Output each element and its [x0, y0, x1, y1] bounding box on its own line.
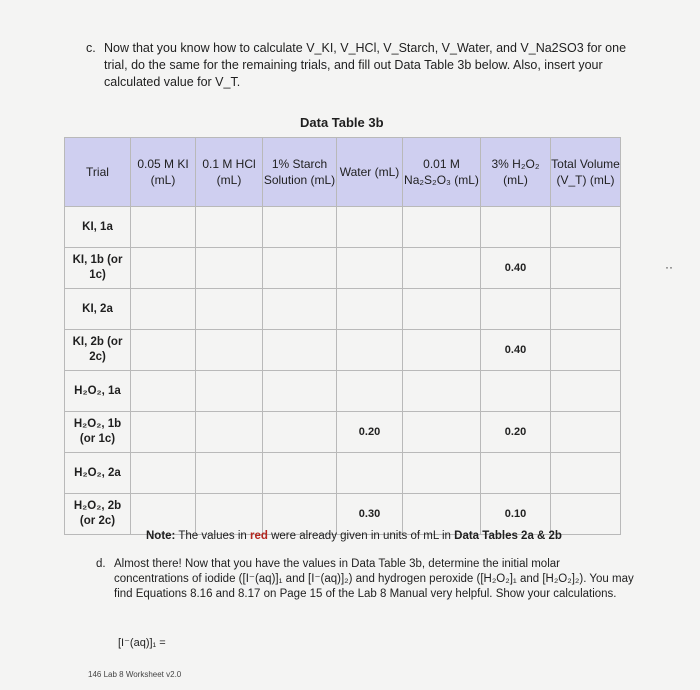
- na2s2o3-cell[interactable]: [403, 330, 481, 371]
- table-title: Data Table 3b: [300, 115, 384, 130]
- instruction-d-text: Almost there! Now that you have the values in Data Table 3b, determine the initial molar concentrations of iodide ([I⁻(aq)]₁ and [I⁻(aq)]₂) and hydrogen peroxide ([H₂O₂]₁ and [H₂O₂]₂). You may find Equations 8.16 and 8.17 on Page 15 of the Lab 8 Manual very helpful. Show your calculations.: [114, 558, 634, 600]
- ki-cell[interactable]: [131, 248, 196, 289]
- water-cell[interactable]: [337, 330, 403, 371]
- table-row: [65, 412, 621, 453]
- iodide-equation: [I⁻(aq)]₁ =: [118, 637, 166, 649]
- ki-cell[interactable]: [131, 412, 196, 453]
- h2o2-cell[interactable]: 0.10: [481, 494, 551, 535]
- table-row: [65, 494, 621, 535]
- total-volume-cell[interactable]: [551, 412, 621, 453]
- na2s2o3-cell[interactable]: [403, 412, 481, 453]
- table-note: [146, 530, 562, 542]
- hcl-cell[interactable]: [196, 248, 263, 289]
- hcl-cell[interactable]: [196, 371, 263, 412]
- note-tables: Data Tables 2a & 2b: [454, 530, 562, 542]
- page-footer: 146 Lab 8 Worksheet v2.0: [88, 670, 182, 679]
- trial-cell: KI, 1b (or 1c): [65, 248, 131, 289]
- starch-cell[interactable]: [263, 412, 337, 453]
- total-volume-cell[interactable]: [551, 494, 621, 535]
- total-volume-cell[interactable]: [551, 248, 621, 289]
- note-text-2: were already given in units of mL in: [271, 530, 451, 542]
- hcl-cell[interactable]: [196, 289, 263, 330]
- note-red-word: red: [250, 530, 268, 542]
- h2o2-cell[interactable]: [481, 289, 551, 330]
- water-cell[interactable]: [337, 453, 403, 494]
- ki-cell[interactable]: [131, 289, 196, 330]
- total-volume-cell[interactable]: [551, 289, 621, 330]
- na2s2o3-cell[interactable]: [403, 289, 481, 330]
- instruction-c-label: c.: [86, 41, 96, 55]
- ki-cell[interactable]: [131, 371, 196, 412]
- header-hcl: 0.1 M HCl (mL): [196, 138, 263, 207]
- instruction-d: [96, 557, 636, 602]
- total-volume-cell[interactable]: [551, 207, 621, 248]
- starch-cell[interactable]: [263, 248, 337, 289]
- water-cell[interactable]: [337, 371, 403, 412]
- starch-cell[interactable]: [263, 494, 337, 535]
- note-prefix: Note:: [146, 530, 176, 542]
- starch-cell[interactable]: [263, 207, 337, 248]
- table-row: [65, 453, 621, 494]
- note-text-1: The values in: [178, 530, 247, 542]
- h2o2-cell[interactable]: 0.40: [481, 248, 551, 289]
- starch-cell[interactable]: [263, 371, 337, 412]
- total-volume-cell[interactable]: [551, 453, 621, 494]
- table-row: [65, 248, 621, 289]
- hcl-cell[interactable]: [196, 412, 263, 453]
- header-starch: 1% Starch Solution (mL): [263, 138, 337, 207]
- starch-cell[interactable]: [263, 289, 337, 330]
- table-row: [65, 207, 621, 248]
- table-row: [65, 289, 621, 330]
- header-total-volume: Total Volume (V_T) (mL): [551, 138, 621, 207]
- trial-cell: KI, 1a: [65, 207, 131, 248]
- na2s2o3-cell[interactable]: [403, 248, 481, 289]
- header-ki: 0.05 M KI (mL): [131, 138, 196, 207]
- trial-cell: H₂O₂, 2b (or 2c): [65, 494, 131, 535]
- ki-cell[interactable]: [131, 207, 196, 248]
- hcl-cell[interactable]: [196, 494, 263, 535]
- hcl-cell[interactable]: [196, 330, 263, 371]
- starch-cell[interactable]: [263, 453, 337, 494]
- h2o2-cell[interactable]: [481, 371, 551, 412]
- instruction-c-text: Now that you know how to calculate V_KI, V_HCl, V_Starch, V_Water, and V_Na2SO3 for one trial, do the same for the remaining trials, and fill out Data Table 3b below. Also, insert your calculated value for V_T.: [104, 41, 627, 89]
- ki-cell[interactable]: [131, 330, 196, 371]
- trial-cell: H₂O₂, 2a: [65, 453, 131, 494]
- data-table-3b: [64, 137, 621, 535]
- water-cell[interactable]: [337, 289, 403, 330]
- instruction-d-label: d.: [96, 558, 106, 570]
- starch-cell[interactable]: [263, 330, 337, 371]
- header-trial: Trial: [65, 138, 131, 207]
- h2o2-cell[interactable]: 0.20: [481, 412, 551, 453]
- na2s2o3-cell[interactable]: [403, 453, 481, 494]
- na2s2o3-cell[interactable]: [403, 207, 481, 248]
- table-row: [65, 371, 621, 412]
- trial-cell: KI, 2b (or 2c): [65, 330, 131, 371]
- na2s2o3-cell[interactable]: [403, 371, 481, 412]
- h2o2-cell[interactable]: [481, 207, 551, 248]
- header-h2o2: 3% H₂O₂ (mL): [481, 138, 551, 207]
- ki-cell[interactable]: [131, 494, 196, 535]
- header-na2s2o3: 0.01 M Na₂S₂O₃ (mL): [403, 138, 481, 207]
- trial-cell: H₂O₂, 1b (or 1c): [65, 412, 131, 453]
- na2s2o3-cell[interactable]: [403, 494, 481, 535]
- water-cell[interactable]: [337, 207, 403, 248]
- total-volume-cell[interactable]: [551, 371, 621, 412]
- water-cell[interactable]: 0.20: [337, 412, 403, 453]
- water-cell[interactable]: 0.30: [337, 494, 403, 535]
- h2o2-cell[interactable]: [481, 453, 551, 494]
- ki-cell[interactable]: [131, 453, 196, 494]
- hcl-cell[interactable]: [196, 453, 263, 494]
- hcl-cell[interactable]: [196, 207, 263, 248]
- water-cell[interactable]: [337, 248, 403, 289]
- header-water: Water (mL): [337, 138, 403, 207]
- table-row: [65, 330, 621, 371]
- total-volume-cell[interactable]: [551, 330, 621, 371]
- ellipsis-mark: ··: [665, 260, 673, 274]
- trial-cell: KI, 2a: [65, 289, 131, 330]
- instruction-c: [86, 40, 646, 91]
- trial-cell: H₂O₂, 1a: [65, 371, 131, 412]
- h2o2-cell[interactable]: 0.40: [481, 330, 551, 371]
